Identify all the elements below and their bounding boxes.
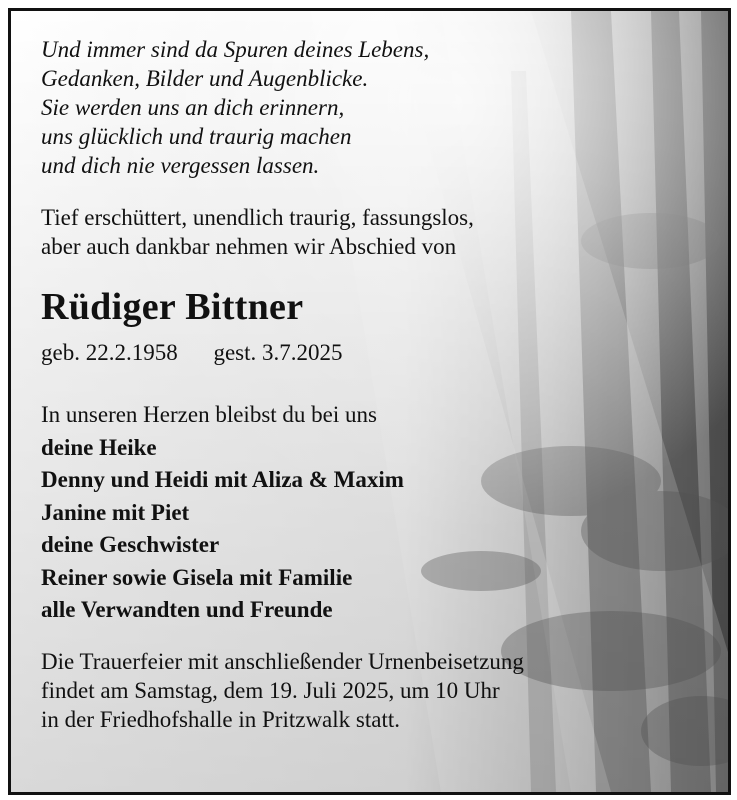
mourner: deine Heike	[41, 434, 157, 460]
poem-line: Gedanken, Bilder und Augenblicke.	[41, 66, 369, 91]
intro-text	[41, 203, 708, 261]
intro-line: aber auch dankbar nehmen wir Abschied von	[41, 234, 457, 259]
poem-line: uns glücklich und traurig machen	[41, 124, 352, 149]
mourners-lead: In unseren Herzen bleibst du bei uns	[41, 402, 377, 427]
death-date: gest. 3.7.2025	[213, 340, 343, 365]
mourner: alle Verwandten und Freunde	[41, 597, 333, 622]
funeral-line: Die Trauerfeier mit anschließender Urnenbeisetzung	[41, 648, 524, 674]
life-dates	[41, 339, 708, 367]
mourner: deine Geschwister	[41, 532, 220, 557]
funeral-notice	[41, 647, 708, 734]
poem-line: und dich nie vergessen lassen.	[41, 153, 320, 178]
obituary-frame	[8, 8, 731, 795]
mourner: Janine mit Piet	[41, 499, 190, 525]
poem	[41, 35, 708, 180]
funeral-line: findet am Samstag, dem 19. Juli 2025, um 10 Uhr	[41, 677, 500, 703]
funeral-line: in der Friedhofshalle in Pritzwalk statt.	[41, 706, 400, 732]
mourners-list	[41, 399, 708, 627]
mourner: Reiner sowie Gisela mit Familie	[41, 564, 353, 590]
deceased-name: Rüdiger Bittner	[41, 286, 304, 328]
birth-date: geb. 22.2.1958	[41, 340, 178, 365]
intro-line: Tief erschüttert, unendlich traurig, fassungslos,	[41, 205, 474, 230]
poem-line: Sie werden uns an dich erinnern,	[41, 95, 345, 120]
poem-line: Und immer sind da Spuren deines Lebens,	[41, 37, 430, 62]
mourner: Denny und Heidi mit Aliza & Maxim	[41, 467, 404, 492]
obituary-content	[41, 35, 708, 734]
